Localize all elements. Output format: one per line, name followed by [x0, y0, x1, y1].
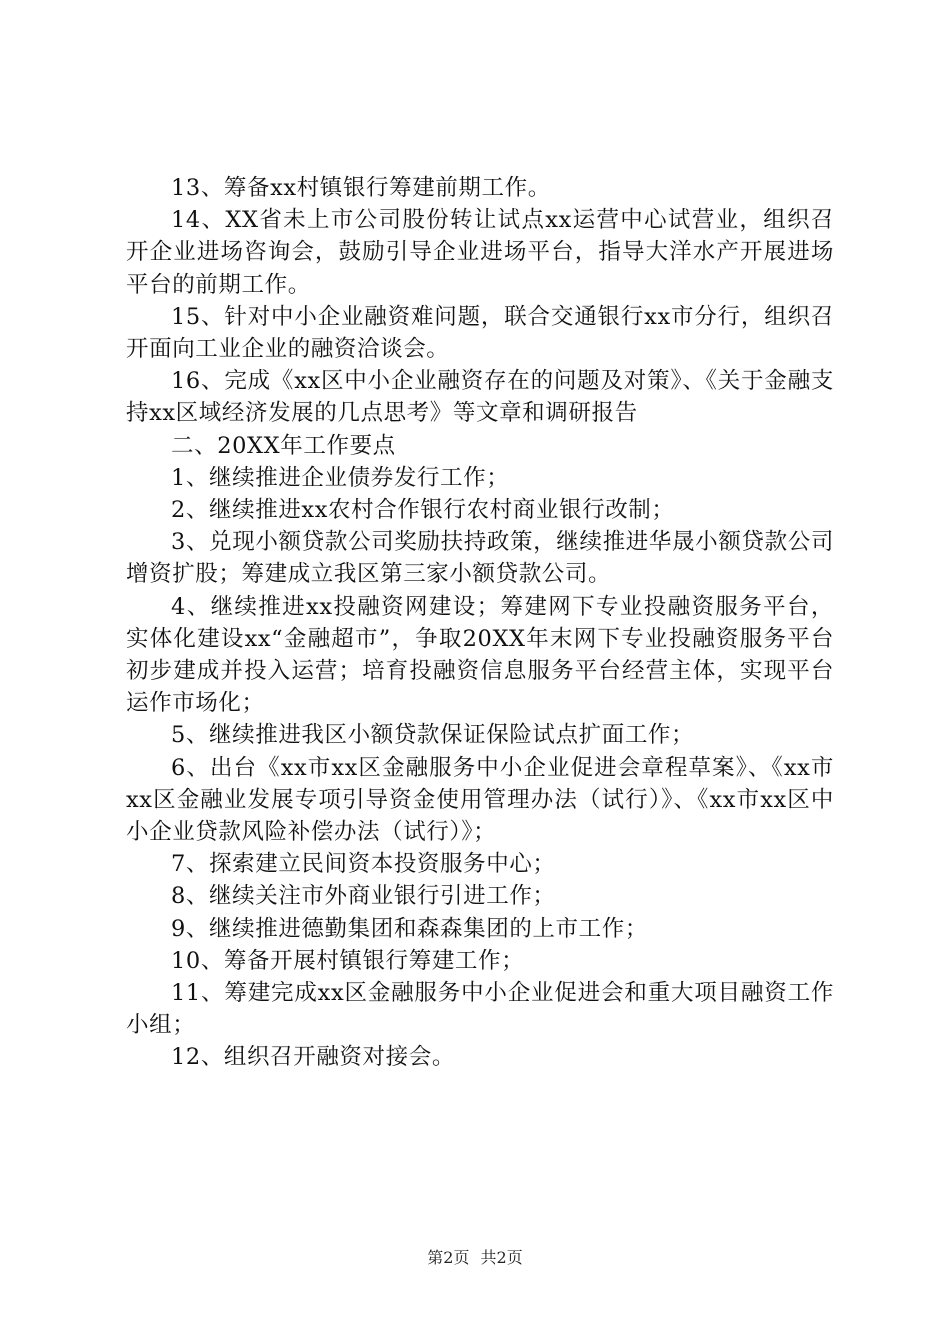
paragraph: 15、针对中小企业融资难问题，联合交通银行xx市分行，组织召开面向工业企业的融资洽谈会。 — [126, 303, 834, 363]
paragraph: 4、继续推进xx投融资网建设；筹建网下专业投融资服务平台，实体化建设xx“金融超市”，争取20XX年末网下专业投融资服务平台初步建成并投入运营；培育投融资信息服务平台经营主体，实现平台运作市场化； — [126, 593, 834, 717]
paragraph: 1、继续推进企业债券发行工作； — [171, 464, 510, 491]
paragraph: 6、出台《xx市xx区金融服务中小企业促进会章程草案》、《xx市xx区金融业发展专项引导资金使用管理办法（试行）》、《xx市xx区中小企业贷款风险补偿办法（试行）》； — [126, 754, 834, 846]
paragraph: 10、筹备开展村镇银行筹建工作； — [171, 947, 525, 974]
paragraph: 12、组织召开融资对接会。 — [171, 1044, 455, 1071]
paragraph: 3、兑现小额贷款公司奖励扶持政策，继续推进华晟小额贷款公司增资扩股；筹建成立我区第三家小额贷款公司。 — [126, 529, 834, 588]
paragraph: 14、XX省未上市公司股份转让试点xx运营中心试营业，组织召开企业进场咨询会，鼓励引导企业进场平台，指导大洋水产开展进场平台的前期工作。 — [126, 207, 834, 298]
paragraph: 5、继续推进我区小额贷款保证保险试点扩面工作； — [171, 722, 695, 749]
paragraph: 11、筹建完成xx区金融服务中小企业促进会和重大项目融资工作小组； — [126, 980, 834, 1039]
paragraph: 8、继续关注市外商业银行引进工作； — [171, 883, 556, 910]
paragraph: 16、完成《xx区中小企业融资存在的问题及对策》、《关于金融支持xx区域经济发展的几点思考》等文章和调研报告 — [126, 368, 834, 427]
page-number: 第2页 — [427, 1248, 470, 1267]
section-heading: 二、20XX年工作要点 — [171, 432, 396, 459]
page-total: 共2页 — [480, 1248, 523, 1267]
paragraph: 7、探索建立民间资本投资服务中心； — [171, 851, 556, 878]
paragraph: 2、继续推进xx农村合作银行农村商业银行改制； — [171, 497, 675, 524]
document-body — [126, 172, 834, 1074]
paragraph: 9、继续推进德勤集团和森森集团的上市工作； — [171, 915, 648, 942]
paragraph: 13、筹备xx村镇银行筹建前期工作。 — [171, 175, 551, 201]
page-footer — [0, 1245, 950, 1268]
